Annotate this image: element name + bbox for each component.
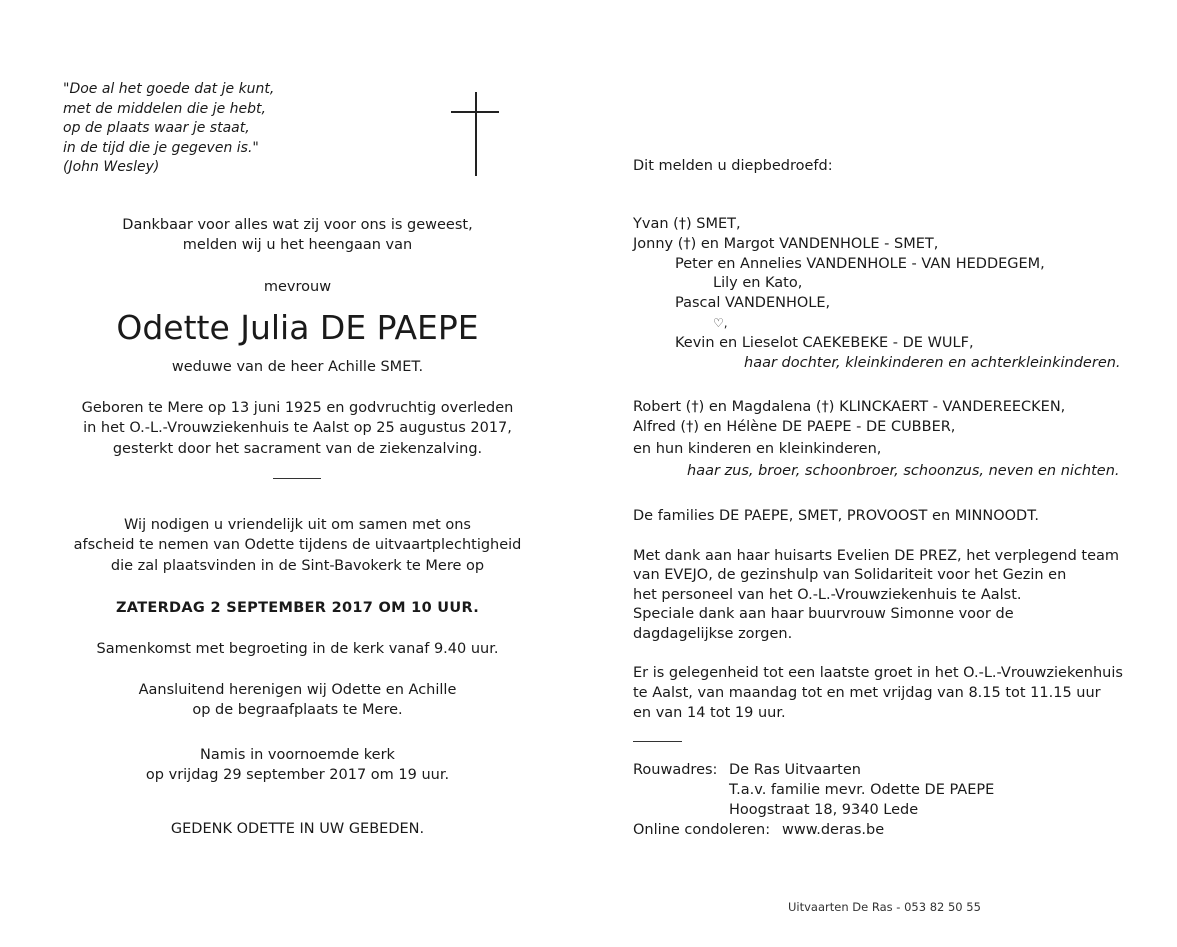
spouse-line: weduwe van de heer Achille SMET. [171, 359, 424, 375]
thanks-line: Speciale dank aan haar buurvrouw Simonne voor de [633, 606, 1014, 622]
burial-line: Aansluitend herenigen wij Odette en Achille [138, 682, 457, 698]
family-line: Kevin en Lieselot CAEKEBEKE - DE WULF, [675, 335, 974, 351]
family-line: Peter en Annelies VANDENHOLE - VAN HEDDEGEM, [675, 256, 1045, 272]
quote [63, 80, 274, 178]
address-line: T.a.v. familie mevr. Odette DE PAEPE [729, 782, 995, 798]
quote-line: op de plaats waar je staat, [63, 120, 250, 137]
thanks-line: het personeel van het O.-L.-Vrouwziekenhuis te Aalst. [633, 587, 1022, 603]
visit-line: te Aalst, van maandag tot en met vrijdag van 8.15 tot 11.15 uur [633, 685, 1101, 701]
family-line: en hun kinderen en kleinkinderen, [633, 441, 882, 457]
families-line: De families DE PAEPE, SMET, PROVOOST en MINNOODT. [633, 508, 1039, 524]
family-line: Pascal VANDENHOLE, [675, 295, 831, 311]
family-line: Robert (†) en Magdalena (†) KLINCKAERT - VANDEREECKEN, [633, 399, 1066, 415]
address-label: Rouwadres: [633, 762, 718, 778]
heart-icon: ♡, [713, 316, 728, 330]
cross-icon-bar [451, 111, 499, 113]
birth-death-info [40, 398, 555, 459]
invite-line: die zal plaatsvinden in de Sint-Bavokerk te Mere op [110, 557, 485, 574]
visit-line: Er is gelegenheid tot een laatste groet in het O.-L.-Vrouwziekenhuis [633, 665, 1123, 681]
invitation [40, 515, 555, 576]
birth-line: gesterkt door het sacrament van de ziekenzalving. [112, 440, 483, 457]
divider [633, 741, 682, 742]
deceased-name: Odette Julia DE PAEPE [116, 308, 479, 347]
family-line: Jonny (†) en Margot VANDENHOLE - SMET, [633, 236, 939, 252]
cross-icon [475, 92, 477, 176]
family-role: haar zus, broer, schoonbroer, schoonzus, neven en nichten. [687, 463, 1120, 479]
thanks-line: Met dank aan haar huisarts Evelien DE PREZ, het verplegend team [633, 548, 1120, 564]
family-line: Lily en Kato, [713, 275, 803, 291]
burial-info [40, 680, 555, 721]
family-line: Yvan (†) SMET, [633, 216, 741, 232]
address-line: De Ras Uitvaarten [729, 762, 861, 778]
divider [273, 478, 321, 479]
funeral-date: ZATERDAG 2 SEPTEMBER 2017 OM 10 UUR. [115, 600, 479, 616]
online-label: Online condoleren: [633, 822, 771, 838]
intro [40, 215, 555, 256]
birth-line: Geboren te Mere op 13 juni 1925 en godvruchtig overleden [81, 400, 514, 416]
honorific: mevrouw [263, 279, 332, 295]
mass-line: Namis in voornoemde kerk [200, 747, 395, 763]
visit-line: en van 14 tot 19 uur. [633, 705, 786, 721]
intro-line: Dankbaar voor alles wat zij voor ons is geweest, [122, 217, 473, 233]
mass-line: op vrijdag 29 september 2017 om 19 uur. [145, 767, 450, 784]
intro-line: melden wij u het heengaan van [182, 237, 413, 254]
address-line: Hoogstraat 18, 9340 Lede [729, 802, 919, 818]
quote-line: "Doe al het goede dat je kunt, [63, 81, 275, 97]
announce-line: Dit melden u diepbedroefd: [633, 158, 833, 174]
thanks-line: dagdagelijkse zorgen. [633, 626, 793, 642]
mass-info [40, 745, 555, 786]
invite-line: Wij nodigen u vriendelijk uit om samen met ons [124, 517, 471, 533]
thanks-line: van EVEJO, de gezinshulp van Solidariteit voor het Gezin en [633, 567, 1067, 583]
family-role: haar dochter, kleinkinderen en achterkleinkinderen. [744, 355, 1121, 371]
online-link[interactable]: www.deras.be [782, 822, 885, 838]
closing-line: GEDENK ODETTE IN UW GEBEDEN. [170, 821, 425, 837]
gathering-info: Samenkomst met begroeting in de kerk vanaf 9.40 uur. [96, 641, 499, 657]
burial-line: op de begraafplaats te Mere. [192, 702, 403, 719]
quote-author: (John Wesley) [63, 159, 160, 176]
birth-line: in het O.-L.-Vrouwziekenhuis te Aalst op 25 augustus 2017, [83, 420, 512, 437]
quote-line: met de middelen die je hebt, [63, 100, 266, 117]
footer: Uitvaarten De Ras - 053 82 50 55 [788, 900, 981, 914]
invite-line: afscheid te nemen van Odette tijdens de uitvaartplechtigheid [73, 537, 522, 554]
quote-line: in de tijd die je gegeven is." [63, 139, 259, 156]
family-line: Alfred (†) en Hélène DE PAEPE - DE CUBBER, [633, 419, 956, 435]
